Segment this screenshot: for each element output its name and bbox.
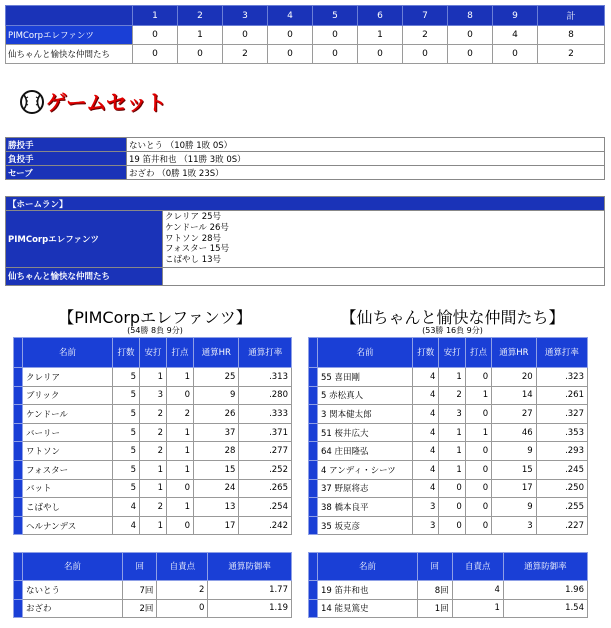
col-name: 名前 xyxy=(318,338,413,368)
inning-score: 0 xyxy=(133,45,178,64)
inning-score: 0 xyxy=(403,45,448,64)
stat-value: 3 xyxy=(413,498,439,517)
col-name: 名前 xyxy=(318,553,418,581)
homerun-player: クレリア 25号 xyxy=(165,212,222,222)
linescore-team-name: PIMCorpエレファンツ xyxy=(6,26,133,45)
result-row xyxy=(6,138,605,152)
pitcher-results-table xyxy=(5,137,605,180)
player-name: クレリア xyxy=(23,368,113,387)
player-name: バーリー xyxy=(23,423,113,442)
inning-header: 1 xyxy=(133,6,178,26)
row-marker xyxy=(14,516,23,535)
pitcher-row xyxy=(14,581,292,600)
stat-value: .254 xyxy=(239,498,292,517)
row-marker xyxy=(14,479,23,498)
stat-value: 1.54 xyxy=(503,599,587,618)
stat-value: 0 xyxy=(157,599,208,618)
col-earned-runs: 自責点 xyxy=(452,553,503,581)
stat-value: 1 xyxy=(452,599,503,618)
stat-value: 26 xyxy=(194,405,239,424)
stat-value: 4 xyxy=(113,516,140,535)
inning-score: 0 xyxy=(313,45,358,64)
stat-value: 28 xyxy=(194,442,239,461)
stat-value: 8回 xyxy=(418,581,453,600)
stat-value: .371 xyxy=(239,423,292,442)
stat-value: 46 xyxy=(492,423,536,442)
stat-value: 0 xyxy=(465,460,491,479)
homerun-row xyxy=(6,211,605,268)
game-set-banner xyxy=(20,88,166,116)
left-team-title: 【PIMCorpエレファンツ】 xyxy=(58,308,252,327)
stat-value: 4 xyxy=(413,386,439,405)
stat-value: 1 xyxy=(167,368,194,387)
left-pitching-body xyxy=(14,581,292,618)
player-name: 55 喜田剛 xyxy=(318,368,413,387)
inning-score: 4 xyxy=(493,26,538,45)
batter-row xyxy=(14,479,292,498)
homerun-header: 【ホームラン】 xyxy=(6,197,605,211)
stat-value: 1 xyxy=(140,479,167,498)
inning-header: 5 xyxy=(313,6,358,26)
player-name: 19 笛井和也 xyxy=(318,581,418,600)
homerun-row xyxy=(6,267,605,285)
pitching-header-row xyxy=(14,553,292,581)
stat-value: 1 xyxy=(167,442,194,461)
left-pitching-table xyxy=(13,552,292,618)
stat-value: .242 xyxy=(239,516,292,535)
left-batting-body xyxy=(14,368,292,535)
col-innings: 回 xyxy=(123,553,157,581)
player-name: 38 橋本良平 xyxy=(318,498,413,517)
stat-value: 37 xyxy=(194,423,239,442)
stat-value: 1.19 xyxy=(208,599,292,618)
stat-value: .252 xyxy=(239,460,292,479)
stat-value: 1 xyxy=(167,498,194,517)
homerun-team: 仙ちゃんと愉快な仲間たち xyxy=(6,267,163,285)
stat-value: 27 xyxy=(492,405,536,424)
stat-value: 3 xyxy=(492,516,536,535)
result-row xyxy=(6,152,605,166)
player-name: 14 能見篤史 xyxy=(318,599,418,618)
result-value: ないとう （10勝 1敗 0S） xyxy=(127,138,605,152)
homerun-player: こばやし 13号 xyxy=(165,255,222,266)
batter-row xyxy=(309,460,588,479)
result-label: セーブ xyxy=(6,166,127,180)
inning-score: 0 xyxy=(448,26,493,45)
stat-value: 1 xyxy=(140,368,167,387)
stat-value: 0 xyxy=(465,498,491,517)
stat-value: 1 xyxy=(167,460,194,479)
stat-value: 4 xyxy=(413,423,439,442)
game-set-text: ゲームセット xyxy=(46,91,166,115)
linescore-row xyxy=(6,26,605,45)
linescore-header-row xyxy=(6,6,605,26)
col-at-bats: 打数 xyxy=(113,338,140,368)
stat-value: 1 xyxy=(140,460,167,479)
stat-value: 2 xyxy=(140,442,167,461)
right-pitching-body xyxy=(309,581,588,618)
stat-value: 1 xyxy=(140,516,167,535)
row-marker xyxy=(14,423,23,442)
player-name: ケンドール xyxy=(23,405,113,424)
col-innings: 回 xyxy=(418,553,453,581)
stat-value: 9 xyxy=(492,442,536,461)
stat-value: 5 xyxy=(113,368,140,387)
stat-value: 4 xyxy=(413,479,439,498)
player-name: 4 アンディ・シーツ xyxy=(318,460,413,479)
col-at-bats: 打数 xyxy=(413,338,439,368)
stat-value: .250 xyxy=(536,479,587,498)
stat-value: 2 xyxy=(157,581,208,600)
result-label: 負投手 xyxy=(6,152,127,166)
inning-score: 0 xyxy=(178,45,223,64)
player-name: ブリック xyxy=(23,386,113,405)
batter-row xyxy=(14,516,292,535)
batter-row xyxy=(14,405,292,424)
col-season-era: 通算防御率 xyxy=(503,553,587,581)
stat-value: 17 xyxy=(194,516,239,535)
stat-value: 15 xyxy=(194,460,239,479)
stat-value: .255 xyxy=(536,498,587,517)
col-season-avg: 通算打率 xyxy=(536,338,587,368)
homerun-players xyxy=(163,211,605,268)
stat-value: 1 xyxy=(439,442,465,461)
inning-score: 0 xyxy=(223,26,268,45)
stat-value: 13 xyxy=(194,498,239,517)
inning-header: 3 xyxy=(223,6,268,26)
stat-value: 0 xyxy=(167,479,194,498)
batter-row xyxy=(14,460,292,479)
inning-header: 2 xyxy=(178,6,223,26)
homerun-players xyxy=(163,267,605,285)
batter-row xyxy=(14,423,292,442)
linescore-table xyxy=(5,5,605,64)
stat-value: 0 xyxy=(465,405,491,424)
stat-value: 1 xyxy=(439,460,465,479)
batter-row xyxy=(309,405,588,424)
total-score: 2 xyxy=(538,45,605,64)
stat-value: 1 xyxy=(439,423,465,442)
row-marker xyxy=(14,599,23,618)
row-marker xyxy=(14,368,23,387)
batter-row xyxy=(309,368,588,387)
batter-row xyxy=(14,386,292,405)
stat-value: 0 xyxy=(465,516,491,535)
inning-score: 1 xyxy=(178,26,223,45)
stat-value: .333 xyxy=(239,405,292,424)
inning-score: 0 xyxy=(313,26,358,45)
inning-score: 0 xyxy=(358,45,403,64)
stat-value: 4 xyxy=(413,368,439,387)
stat-value: 1 xyxy=(439,368,465,387)
row-marker xyxy=(309,516,318,535)
result-row xyxy=(6,166,605,180)
batting-header-row xyxy=(14,338,292,368)
batter-row xyxy=(14,442,292,461)
stat-value: 7回 xyxy=(123,581,157,600)
stat-value: 1.77 xyxy=(208,581,292,600)
stat-value: 4 xyxy=(452,581,503,600)
batter-row xyxy=(14,368,292,387)
stat-value: 2回 xyxy=(123,599,157,618)
stat-value: 1.96 xyxy=(503,581,587,600)
player-name: ワトソン xyxy=(23,442,113,461)
homerun-player: ケンドール 26号 xyxy=(165,222,229,233)
stat-value: .277 xyxy=(239,442,292,461)
stat-value: .261 xyxy=(536,386,587,405)
total-score: 8 xyxy=(538,26,605,45)
stat-value: 14 xyxy=(492,386,536,405)
stat-value: 4 xyxy=(413,460,439,479)
row-marker xyxy=(309,479,318,498)
col-name: 名前 xyxy=(23,553,123,581)
row-marker xyxy=(309,405,318,424)
row-marker xyxy=(309,386,318,405)
stat-value: 0 xyxy=(439,516,465,535)
row-marker xyxy=(309,498,318,517)
col-season-hr: 通算HR xyxy=(194,338,239,368)
homerun-player: フォスター 15号 xyxy=(165,244,230,255)
stat-value: 0 xyxy=(465,442,491,461)
inning-score: 0 xyxy=(448,45,493,64)
row-marker xyxy=(14,442,23,461)
stat-value: .265 xyxy=(239,479,292,498)
homerun-table xyxy=(5,196,605,286)
row-marker xyxy=(14,460,23,479)
stat-value: 2 xyxy=(140,405,167,424)
stat-value: 3 xyxy=(413,516,439,535)
result-value: 19 笛井和也 （11勝 3敗 0S） xyxy=(127,152,605,166)
stat-value: 0 xyxy=(439,498,465,517)
batter-row xyxy=(309,386,588,405)
stat-value: 5 xyxy=(113,405,140,424)
row-marker xyxy=(14,498,23,517)
col-season-era: 通算防御率 xyxy=(208,553,292,581)
linescore-row xyxy=(6,45,605,64)
stat-value: .323 xyxy=(536,368,587,387)
inning-score: 0 xyxy=(268,45,313,64)
stat-value: .327 xyxy=(536,405,587,424)
stat-value: 15 xyxy=(492,460,536,479)
batter-row xyxy=(309,479,588,498)
player-name: おざわ xyxy=(23,599,123,618)
stat-value: 2 xyxy=(140,498,167,517)
right-batting-table xyxy=(308,337,588,535)
pitcher-row xyxy=(309,581,588,600)
batter-row xyxy=(309,442,588,461)
stat-value: 0 xyxy=(167,386,194,405)
batter-row xyxy=(309,516,588,535)
homerun-player: ワトソン 28号 xyxy=(165,233,222,244)
row-marker-header xyxy=(309,553,318,581)
stat-value: .280 xyxy=(239,386,292,405)
stat-value: 20 xyxy=(492,368,536,387)
stat-value: 1 xyxy=(465,423,491,442)
player-name: フォスター xyxy=(23,460,113,479)
player-name: 35 坂克彦 xyxy=(318,516,413,535)
pitcher-row xyxy=(309,599,588,618)
player-name: 51 桜井広大 xyxy=(318,423,413,442)
player-name: 37 野原将志 xyxy=(318,479,413,498)
stat-value: 24 xyxy=(194,479,239,498)
row-marker xyxy=(309,581,318,600)
stat-value: 17 xyxy=(492,479,536,498)
batter-row xyxy=(309,423,588,442)
stat-value: 0 xyxy=(439,479,465,498)
row-marker xyxy=(309,423,318,442)
total-header: 計 xyxy=(538,6,605,26)
batter-row xyxy=(14,498,292,517)
inning-score: 2 xyxy=(403,26,448,45)
stat-value: .293 xyxy=(536,442,587,461)
right-batting-body xyxy=(309,368,588,535)
col-rbi: 打点 xyxy=(167,338,194,368)
inning-header: 4 xyxy=(268,6,313,26)
player-name: 64 庄田隆弘 xyxy=(318,442,413,461)
homerun-header-row xyxy=(6,197,605,211)
pitcher-row xyxy=(14,599,292,618)
inning-header: 8 xyxy=(448,6,493,26)
stat-value: .245 xyxy=(536,460,587,479)
stat-value: 4 xyxy=(413,405,439,424)
left-batting-table xyxy=(13,337,292,535)
col-hits: 安打 xyxy=(439,338,465,368)
col-rbi: 打点 xyxy=(465,338,491,368)
player-name: ヘルナンデス xyxy=(23,516,113,535)
player-name: 3 関本健太郎 xyxy=(318,405,413,424)
right-team-title: 【仙ちゃんと愉快な仲間たち】 xyxy=(340,308,565,327)
inning-score: 1 xyxy=(358,26,403,45)
stat-value: 4 xyxy=(113,498,140,517)
stat-value: 5 xyxy=(113,442,140,461)
stat-value: 9 xyxy=(492,498,536,517)
stat-value: 1 xyxy=(465,386,491,405)
col-name: 名前 xyxy=(23,338,113,368)
stat-value: 5 xyxy=(113,460,140,479)
stat-value: .227 xyxy=(536,516,587,535)
inning-header: 9 xyxy=(493,6,538,26)
stat-value: 1回 xyxy=(418,599,453,618)
pitching-header-row xyxy=(309,553,588,581)
inning-score: 2 xyxy=(223,45,268,64)
row-marker xyxy=(309,368,318,387)
row-marker xyxy=(14,581,23,600)
homerun-team: PIMCorpエレファンツ xyxy=(6,211,163,268)
linescore-team-name: 仙ちゃんと愉快な仲間たち xyxy=(6,45,133,64)
inning-score: 0 xyxy=(493,45,538,64)
row-marker xyxy=(309,442,318,461)
right-team-record: (53勝 16負 9分) xyxy=(422,326,483,335)
left-team-record: (54勝 8負 9分) xyxy=(127,326,183,335)
inning-score: 0 xyxy=(133,26,178,45)
stat-value: 25 xyxy=(194,368,239,387)
stat-value: 5 xyxy=(113,479,140,498)
batting-header-row xyxy=(309,338,588,368)
right-pitching-table xyxy=(308,552,588,618)
inning-header: 6 xyxy=(358,6,403,26)
stat-value: 2 xyxy=(167,405,194,424)
stat-value: 3 xyxy=(140,386,167,405)
row-marker xyxy=(14,386,23,405)
player-name: ないとう xyxy=(23,581,123,600)
row-marker-header xyxy=(309,338,318,368)
row-marker-header xyxy=(14,553,23,581)
player-name: 5 赤松真人 xyxy=(318,386,413,405)
batter-row xyxy=(309,498,588,517)
row-marker xyxy=(14,405,23,424)
stat-value: 0 xyxy=(465,368,491,387)
stat-value: 4 xyxy=(413,442,439,461)
col-season-hr: 通算HR xyxy=(492,338,536,368)
stat-value: 0 xyxy=(167,516,194,535)
stat-value: .313 xyxy=(239,368,292,387)
stat-value: .353 xyxy=(536,423,587,442)
stat-value: 3 xyxy=(439,405,465,424)
row-marker-header xyxy=(14,338,23,368)
stat-value: 5 xyxy=(113,423,140,442)
player-name: こばやし xyxy=(23,498,113,517)
col-earned-runs: 自責点 xyxy=(157,553,208,581)
row-marker xyxy=(309,460,318,479)
player-name: バット xyxy=(23,479,113,498)
baseball-icon xyxy=(20,90,44,114)
col-hits: 安打 xyxy=(140,338,167,368)
inning-header: 7 xyxy=(403,6,448,26)
stat-value: 2 xyxy=(140,423,167,442)
col-season-avg: 通算打率 xyxy=(239,338,292,368)
result-label: 勝投手 xyxy=(6,138,127,152)
row-marker xyxy=(309,599,318,618)
linescore-corner xyxy=(6,6,133,26)
stat-value: 5 xyxy=(113,386,140,405)
stat-value: 9 xyxy=(194,386,239,405)
stat-value: 1 xyxy=(167,423,194,442)
stat-value: 2 xyxy=(439,386,465,405)
inning-score: 0 xyxy=(268,26,313,45)
result-value: おざわ （0勝 1敗 23S） xyxy=(127,166,605,180)
stat-value: 0 xyxy=(465,479,491,498)
